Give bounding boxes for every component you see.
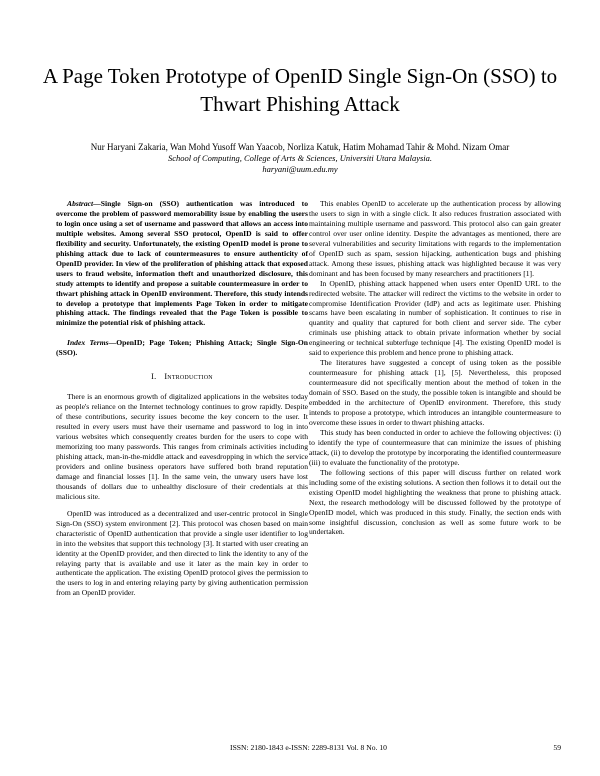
index-terms bbox=[56, 338, 308, 358]
page-number: 59 bbox=[553, 743, 561, 752]
body-paragraph: This enables OpenID to accelerate up the authentication process by allowing the users to sign in with a single click. It also reduces frustration associated with maintaining multiple username and password. This protocol also can gain greater control over user online identity. Despite the advantages as mentioned, there are several vulnerabilities and security limitations with regards to the implementation of OpenID such as spam, session hijacking, authentication bugs and phishing attack. Among these issues, phishing attack was highlighted because it was very dominant and has been focused by many researchers and practitioners [1]. bbox=[309, 199, 561, 278]
journal-issn: ISSN: 2180-1843 e-ISSN: 2289-8131 Vol. 8 No. 10 bbox=[230, 743, 387, 752]
body-paragraph: OpenID was introduced as a decentralized and user-centric protocol in Single Sign-On (SSO) system environment [2]. This protocol was chosen based on main characteristic of OpenID authentication that provide a single user identifier to log in into the websites that support this technology [3]. It started with user creating an identity at the OpenID provider, and then directed to link the identity to any of the relaying party that is available and use it later as the main key in order to authenticate the application. The existing OpenID protocol gives the permission to the users to log in and entering relaying party by giving authentication permission from an OpenID provider. bbox=[56, 508, 309, 598]
abstract bbox=[56, 199, 308, 328]
index-terms-lead: Index Terms bbox=[67, 338, 109, 348]
affiliation: School of Computing, College of Arts & Sciences, Universiti Utara Malaysia. bbox=[167, 153, 433, 163]
index-terms-text: —OpenID; Page Token; Phishing Attack; Single Sign-On (SSO). bbox=[56, 338, 308, 358]
left-column bbox=[56, 199, 308, 598]
section-heading bbox=[56, 372, 308, 382]
body-paragraph: In OpenID, phishing attack happened when users enter OpenID URL to the redirected website. The attacker will redirect the victims to the website in order to compromise Identification Provider (IdP) and acts as legitimate user. Phishing scams have been escalating in number of sophistication. It continues to rise in quantity and quality that captured for both client and server side. The cyber criminals use phishing attack to obtain private information whether by social engineering or technical subterfuge technique [4]. The existing OpenID model is said to experience this problem and hence prone to phishing attack. bbox=[309, 278, 561, 358]
body-paragraph: This study has been conducted in order to achieve the following objectives: (i) to identify the type of countermeasure that can minimize the issues of phishing attack, (ii) to develop the prototype by incorporating the identified countermeasure (iii) to evaluate the functionality of the prototype. bbox=[309, 427, 561, 467]
body-paragraph: There is an enormous growth of digitalized applications in the websites today as people's reliance on the Internet technology continues to grow rapidly. Despite of these contributions, security issues become the key concern to the user. It resulted in every users must have their username and password to log in into various websites which consequently creates burden for the users to cope with memorizing too many passwords. This ranges from criminals activities including phishing attack, man-in-the-middle attack and eavesdropping in which the service providers and online business operators have suffered both brand reputation damage and financial losses [1]. In the same vein, the unwary users have lost thousands of dollars due to unhealthy disclosure of their credentials at this malicious site. bbox=[56, 392, 308, 501]
author-email: haryani@uum.edu.my bbox=[262, 164, 338, 174]
right-column bbox=[309, 199, 561, 537]
body-paragraph: The literatures have suggested a concept of using token as the possible countermeasure for phishing attack [1], [5]. Nevertheless, this proposed countermeasure did not specifically mention about the method of token in the domain of SSO. Based on the study, the possible token is intangible and should be embedded in the architecture of OpenID environment. Therefore, this study intends to propose a prototype, which introduces an intangible countermeasure to overcome these issues in order to thwart phishing attacks. bbox=[309, 358, 561, 427]
body-paragraph: The following sections of this paper will discuss further on related work including some of the existing solutions. A section then follows it to detail out the existing OpenID model highlighting the weakness that prone to phishing attack. Next, the research methodology will be discussed followed by the prototype of OpenID model, which was produced in this study. Finally, the section ends with some insightful discussion, conclusion as well as some future work to be undertaken. bbox=[309, 467, 561, 537]
author-list: Nur Haryani Zakaria, Wan Mohd Yusoff Wan Yaacob, Norliza Katuk, Hatim Mohamad Tahir & Mohd. Nizam Omar bbox=[90, 142, 510, 152]
section-title: Introduction bbox=[164, 372, 213, 382]
abstract-lead: Abstract bbox=[67, 199, 94, 208]
paper-title: A Page Token Prototype of OpenID Single Sign-On (SSO) to Thwart Phishing Attack bbox=[42, 64, 558, 116]
abstract-text: —Single Sign-on (SSO) authentication was introduced to overcome the problem of password memorability issue by enabling the users to login once using a set of username and password that allows an access into multiple websites. Among several SSO protocol, OpenID is said to offer flexibility and security. Unfortunately, the existing OpenID model is prone to phishing attack due to lack of countermeasures to ensure authenticity of OpenID provider. In view of the proliferation of phishing attack that exposed users to fraud website, information theft and unauthorized disclosure, this study attempts to identify and propose a suitable countermeasure in order to thwart phishing attack in OpenID environment. Therefore, this study intends to develop a prototype that implements Page Token in order to mitigate phishing attack. The findings revealed that the Page Token is possible to minimize the potential risk of phishing attack. bbox=[56, 199, 308, 328]
section-number: I. bbox=[151, 372, 157, 382]
